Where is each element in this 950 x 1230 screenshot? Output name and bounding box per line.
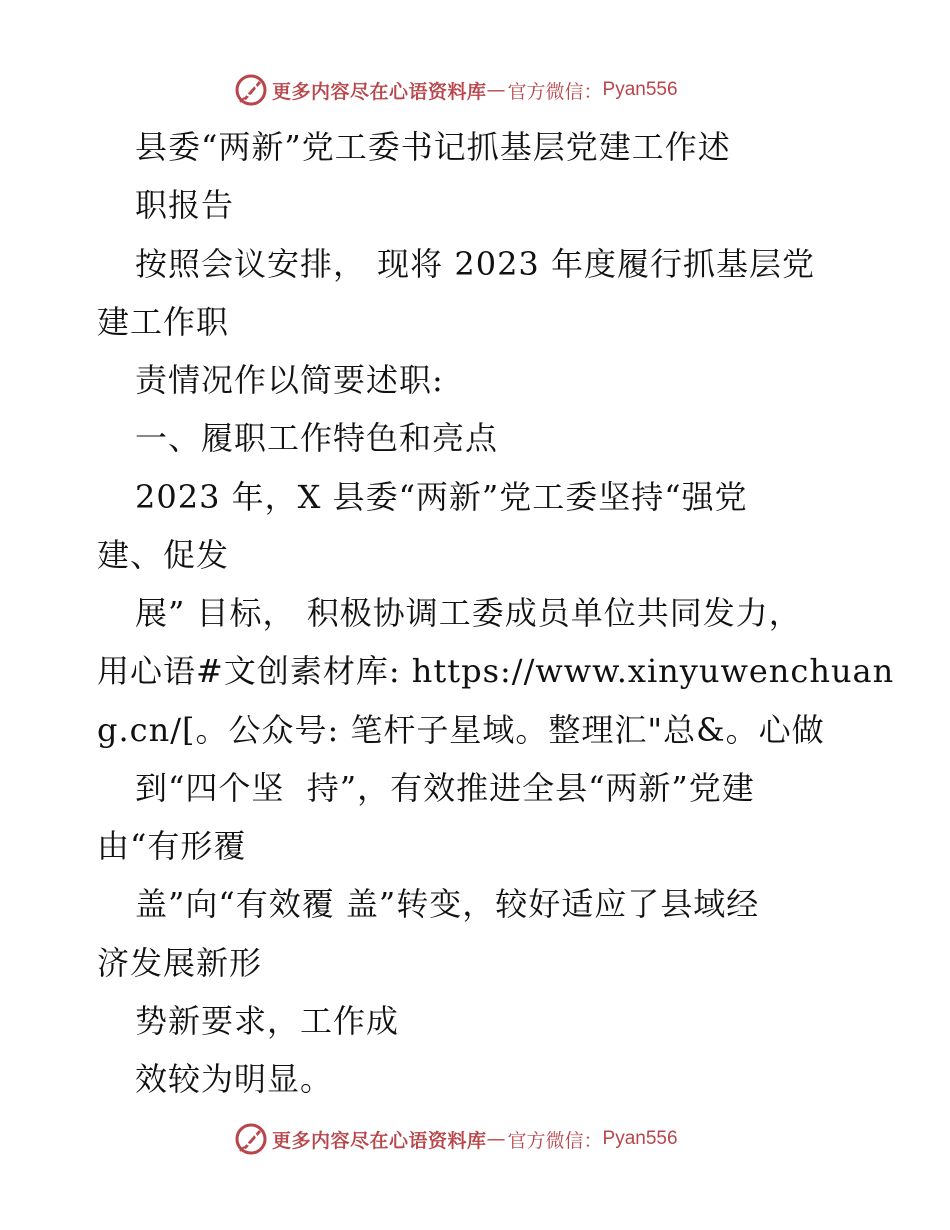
doc-title-line-2: 职报告 [135, 186, 235, 224]
doc-line: 到“四个坚 持”，有效推进全县“两新”党建 [135, 769, 755, 807]
watermark-official-label: 官方微信： [507, 80, 603, 103]
watermark-wechat-id: Pyan556 [602, 79, 678, 100]
watermark-banner-bottom [234, 1119, 678, 1159]
doc-line: 建工作职 [97, 303, 230, 341]
doc-line: 用心语#文创素材库: https://www.xinyuwenchuan [97, 652, 895, 690]
doc-title-line-1: 县委“两新”党工委书记抓基层党建工作述 [135, 128, 731, 166]
doc-line: 责情况作以简要述职: [135, 361, 444, 399]
doc-section-heading: 一、履职工作特色和亮点 [135, 419, 499, 457]
doc-line: 盖”向“有效覆 盖”转变，较好适应了县域经 [135, 885, 760, 923]
doc-line: g.cn/[。公众号: 笔杆子星域。整理汇"总&。心做 [97, 711, 825, 749]
watermark-banner-top [234, 70, 678, 110]
doc-line: 由“有形覆 [97, 827, 247, 865]
doc-line: 按照会议安排， 现将 2023 年度履行抓基层党 [135, 245, 815, 283]
watermark-dash: — [486, 79, 506, 101]
watermark-wechat-id: Pyan556 [602, 1128, 678, 1149]
doc-line: 济发展新形 [97, 944, 263, 982]
doc-line: 展” 目标， 积极协调工委成员单位共同发力， [135, 594, 802, 632]
doc-line: 建、促发 [97, 536, 230, 574]
quill-pen-circle-icon [234, 73, 268, 107]
quill-pen-circle-icon [234, 1122, 268, 1156]
watermark-brand: 更多内容尽在心语资料库 [272, 80, 487, 103]
watermark-official-label: 官方微信： [507, 1129, 603, 1152]
watermark-dash: — [486, 1128, 506, 1150]
doc-line: 2023 年，X 县委“两新”党工委坚持“强党 [135, 478, 748, 516]
doc-line: 势新要求，工作成 [135, 1002, 400, 1040]
doc-line: 效较为明显。 [135, 1060, 334, 1098]
watermark-brand: 更多内容尽在心语资料库 [272, 1129, 487, 1152]
